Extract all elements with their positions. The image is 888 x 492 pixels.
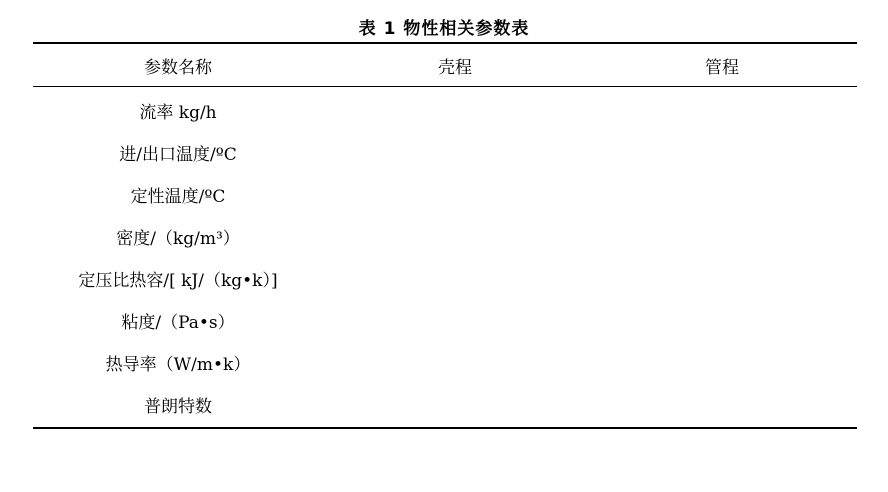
table-row: [33, 383, 857, 425]
table-header-row: [33, 44, 857, 86]
row-parameter-name: 流率 kg/h: [139, 102, 217, 123]
property-parameter-table: [33, 42, 857, 429]
table-row: [33, 215, 857, 257]
table-bottom-rule: [33, 427, 857, 429]
row-parameter-name: 进/出口温度/ºC: [119, 144, 237, 165]
table-body: [33, 87, 857, 427]
table-caption: 表 1 物性相关参数表: [358, 19, 530, 39]
row-parameter-name: 定性温度/ºC: [130, 186, 226, 207]
table-row: [33, 299, 857, 341]
table-row: [33, 257, 857, 299]
table-row: [33, 173, 857, 215]
header-shell-side: 壳程: [438, 57, 472, 78]
table-row: [33, 131, 857, 173]
row-parameter-name: 粘度/（Pa•s）: [121, 312, 235, 333]
header-tube-side: 管程: [705, 57, 739, 78]
header-parameter-name: 参数名称: [144, 57, 212, 78]
row-parameter-name: 普朗特数: [144, 396, 212, 417]
table-row: [33, 341, 857, 383]
row-parameter-name: 密度/（kg/m³）: [116, 228, 240, 249]
row-parameter-name: 热导率（W/m•k）: [105, 354, 251, 375]
table-row: [33, 89, 857, 131]
row-parameter-name: 定压比热容/[ kJ/（kg•k）]: [78, 270, 278, 291]
